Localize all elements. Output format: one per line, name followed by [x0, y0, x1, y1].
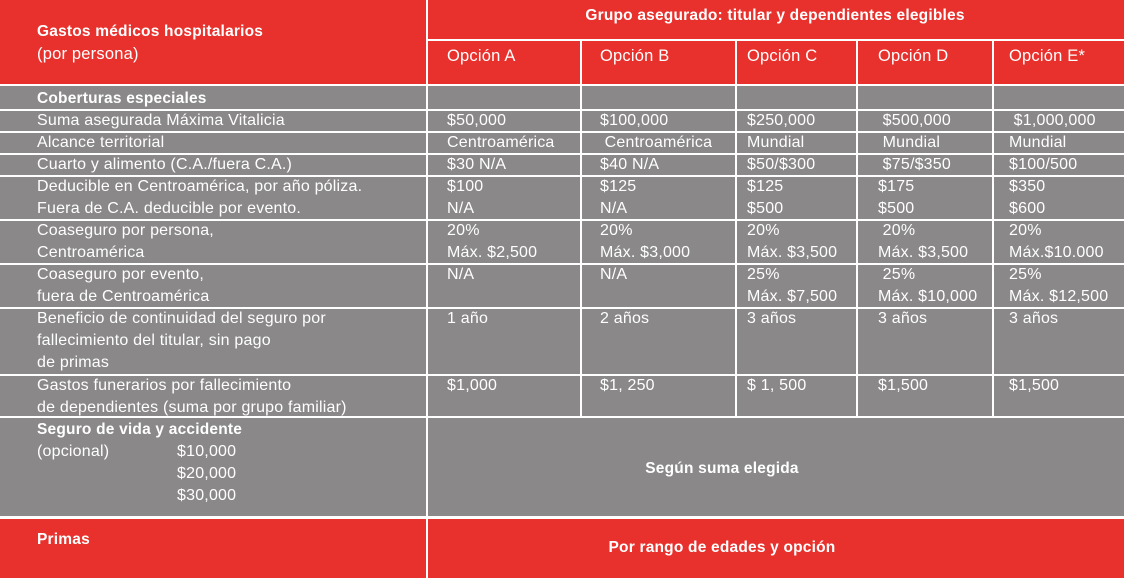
value-cell [878, 264, 977, 308]
value-cell [1009, 220, 1104, 264]
premiums-label: Primas [37, 531, 90, 548]
row-label-line: Alcance territorial [37, 134, 165, 151]
value-cell [447, 154, 506, 176]
divider-col-e [992, 40, 994, 416]
row-label-line: de dependientes (suma por grupo familiar) [37, 399, 347, 416]
section-title: Coberturas especiales [37, 90, 207, 107]
value-cell-line: $100,000 [600, 112, 669, 129]
divider-header [0, 84, 1124, 86]
value-cell-line: 20% [447, 222, 480, 239]
row-label-line: Deducible en Centroamérica, por año póliza. [37, 178, 363, 195]
divider-col-c [735, 40, 737, 416]
value-cell [747, 154, 815, 176]
value-cell [600, 308, 649, 330]
value-cell [1009, 308, 1058, 330]
value-cell-line: Máx. $10,000 [878, 288, 978, 305]
value-cell-line: $1,000,000 [1009, 112, 1096, 129]
value-cell [747, 220, 837, 264]
option-e-header: Opción E* [1009, 47, 1086, 65]
value-cell [878, 132, 940, 154]
row-label [37, 264, 210, 308]
value-cell [1009, 176, 1045, 220]
value-cell-line: 25% [1009, 266, 1042, 283]
value-cell-line: 25% [878, 266, 916, 283]
divider-footer [0, 516, 1124, 519]
value-cell-line: N/A [447, 266, 475, 283]
value-cell-line: $350 [1009, 178, 1046, 195]
premiums-value: Por rango de edades y opción [608, 539, 836, 556]
row-label [37, 110, 285, 132]
header-left-title: Gastos médicos hospitalarios [37, 23, 264, 40]
value-cell-line: $175 [878, 178, 915, 195]
value-cell-line: N/A [600, 200, 628, 217]
row-label-line: Cuarto y alimento (C.A./fuera C.A.) [37, 156, 293, 173]
value-cell-line: 3 años [878, 310, 928, 327]
value-cell-line: $ 1, 500 [747, 377, 807, 394]
value-cell-line: Máx. $3,500 [878, 244, 969, 261]
life-amount: $20,000 [177, 465, 237, 482]
value-cell [878, 220, 968, 264]
value-cell-line: $125 [747, 178, 784, 195]
value-cell-line: $500,000 [878, 112, 951, 129]
value-cell-line: $50/$300 [747, 156, 816, 173]
value-cell-line: $40 N/A [600, 156, 660, 173]
value-cell-line: $500 [747, 200, 784, 217]
value-cell-line: 3 años [747, 310, 797, 327]
value-cell [747, 176, 783, 220]
value-cell [1009, 264, 1108, 308]
life-amount: $30,000 [177, 487, 237, 504]
option-d-header: Opción D [878, 47, 949, 65]
value-cell [747, 264, 837, 308]
value-cell-line: Máx. $7,500 [747, 288, 838, 305]
row-label-line: fuera de Centroamérica [37, 288, 210, 305]
row-label [37, 308, 326, 374]
option-c-header: Opción C [747, 47, 818, 65]
value-cell-line: $100 [447, 178, 484, 195]
value-cell-line: 3 años [1009, 310, 1059, 327]
row-label-line: fallecimiento del titular, sin pago [37, 332, 271, 349]
value-cell [1009, 154, 1077, 176]
value-cell [600, 375, 655, 397]
value-cell [600, 264, 627, 286]
value-cell-line: $125 [600, 178, 637, 195]
value-cell-line: $500 [878, 200, 915, 217]
life-optional: (opcional) [37, 443, 110, 460]
value-cell-line: $75/$350 [878, 156, 951, 173]
row-label-line: de primas [37, 354, 110, 371]
value-cell [447, 176, 483, 220]
value-cell-line: 20% [600, 222, 633, 239]
value-cell [747, 110, 815, 132]
option-a-header: Opción A [447, 47, 516, 65]
value-cell-line: $1, 250 [600, 377, 655, 394]
value-cell-line: 20% [747, 222, 780, 239]
value-cell-line: 2 años [600, 310, 650, 327]
value-cell-line: $1,500 [878, 377, 929, 394]
divider-main [426, 0, 428, 578]
value-cell [600, 176, 636, 220]
value-cell-line: Mundial [878, 134, 941, 151]
header-left-subtitle: (por persona) [37, 45, 139, 63]
value-cell [1009, 375, 1059, 397]
row-label-line: Suma asegurada Máxima Vitalicia [37, 112, 285, 129]
value-cell-line: 1 año [447, 310, 489, 327]
divider-col-d [856, 40, 858, 416]
value-cell-line: $600 [1009, 200, 1046, 217]
value-cell-line: 25% [747, 266, 780, 283]
divider-group-header [426, 39, 1124, 41]
value-cell-line: Máx. $3,500 [747, 244, 838, 261]
value-cell [878, 308, 927, 330]
row-label-line: Coaseguro por persona, [37, 222, 214, 239]
value-cell-line: Máx. $12,500 [1009, 288, 1109, 305]
row-label [37, 154, 292, 176]
value-cell-line: Centroamérica [447, 134, 555, 151]
value-cell [878, 154, 951, 176]
value-cell [447, 308, 488, 330]
value-cell [600, 110, 668, 132]
value-cell-line: Máx. $3,000 [600, 244, 691, 261]
value-cell-line: N/A [447, 200, 475, 217]
value-cell-line: $100/500 [1009, 156, 1078, 173]
value-cell-line: $30 N/A [447, 156, 507, 173]
header-group-title: Grupo asegurado: titular y dependientes elegibles [585, 7, 965, 24]
row-label [37, 220, 214, 264]
row-label-line: Beneficio de continuidad del seguro por [37, 310, 326, 327]
life-title: Seguro de vida y accidente [37, 421, 243, 438]
value-cell-line: 20% [878, 222, 916, 239]
row-label-line: Gastos funerarios por fallecimiento [37, 377, 292, 394]
row-label-line: Coaseguro por evento, [37, 266, 204, 283]
value-cell [600, 132, 712, 154]
value-cell [747, 132, 804, 154]
value-cell [878, 110, 951, 132]
value-cell [747, 375, 806, 397]
row-label-line: Fuera de C.A. deducible por evento. [37, 200, 302, 217]
value-cell [447, 220, 537, 264]
value-cell [747, 308, 796, 330]
value-cell [447, 264, 474, 286]
divider-col-b [580, 40, 582, 416]
value-cell [447, 132, 555, 154]
value-cell-line: Máx.$10.000 [1009, 244, 1104, 261]
life-value: Según suma elegida [645, 460, 799, 477]
value-cell-line: Mundial [747, 134, 805, 151]
value-cell [600, 154, 659, 176]
value-cell-line: $1,500 [1009, 377, 1060, 394]
value-cell-line: N/A [600, 266, 628, 283]
row-label [37, 176, 362, 220]
row-label-line: Centroamérica [37, 244, 145, 261]
value-cell-line: $250,000 [747, 112, 816, 129]
row-label [37, 132, 164, 154]
value-cell [1009, 132, 1066, 154]
value-cell [447, 375, 497, 397]
value-cell [600, 220, 690, 264]
value-cell-line: $50,000 [447, 112, 507, 129]
life-amount: $10,000 [177, 443, 237, 460]
value-cell [447, 110, 506, 132]
value-cell [878, 176, 914, 220]
value-cell-line: 20% [1009, 222, 1042, 239]
value-cell [878, 375, 928, 397]
value-cell-line: $1,000 [447, 377, 498, 394]
value-cell-line: Mundial [1009, 134, 1067, 151]
value-cell-line: Centroamérica [600, 134, 713, 151]
option-b-header: Opción B [600, 47, 670, 65]
value-cell-line: Máx. $2,500 [447, 244, 538, 261]
value-cell [1009, 110, 1096, 132]
row-label [37, 375, 347, 419]
